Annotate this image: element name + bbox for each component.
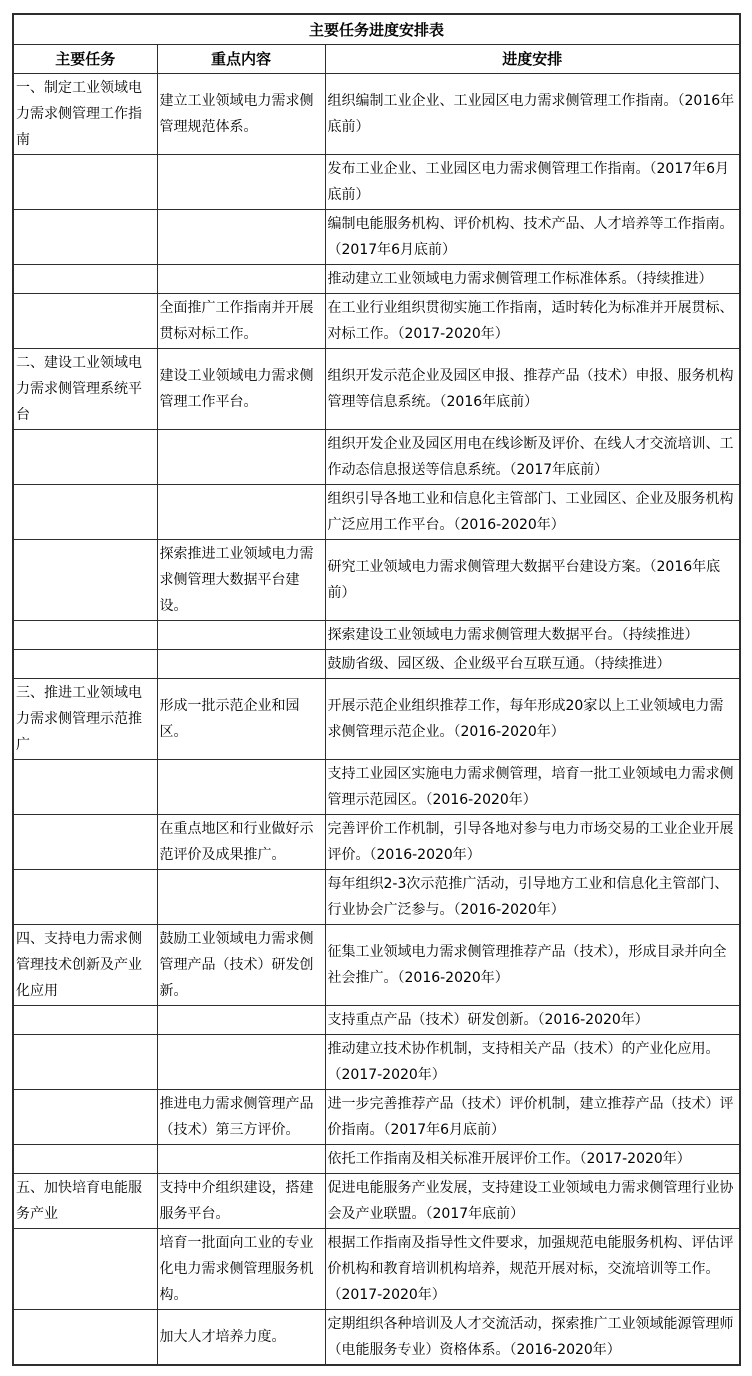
table-row [13,294,740,349]
task-cell [13,760,157,815]
schedule-cell: 组织开发企业及园区用电在线诊断及评价、在线人才交流培训、工作动态信息报送等信息系统。（2017年底前） [325,430,740,485]
task-cell: 二、建设工业领域电力需求侧管理系统平台 [13,349,157,430]
table-row [13,349,740,430]
schedule-cell: 定期组织各种培训及人才交流活动，探索推广工业领域能源管理师（电能服务专业）资格体系。（2016-2020年） [325,1310,740,1366]
content-cell [157,621,325,650]
table-row [13,870,740,925]
table-row [13,540,740,621]
table-row [13,1035,740,1090]
task-cell: 三、推进工业领域电力需求侧管理示范推广 [13,679,157,760]
task-cell [13,155,157,210]
table-row [13,1006,740,1035]
content-cell: 鼓励工业领域电力需求侧管理产品（技术）研发创新。 [157,925,325,1006]
task-cell [13,870,157,925]
task-cell [13,1090,157,1145]
column-header-schedule: 进度安排 [325,45,740,74]
schedule-cell: 根据工作指南及指导性文件要求，加强规范电能服务机构、评估评价机构和教育培训机构培养，规范开展对标，交流培训等工作。（2017-2020年） [325,1229,740,1310]
table-row [13,210,740,265]
content-cell [157,1035,325,1090]
schedule-cell: 依托工作指南及相关标准开展评价工作。（2017-2020年） [325,1145,740,1174]
schedule-cell: 推动建立技术协作机制，支持相关产品（技术）的产业化应用。（2017-2020年） [325,1035,740,1090]
table-row [13,650,740,679]
task-cell [13,540,157,621]
content-cell [157,265,325,294]
table-title-row [13,14,740,45]
schedule-cell: 组织编制工业企业、工业园区电力需求侧管理工作指南。（2016年底前） [325,74,740,155]
schedule-cell: 探索建设工业领域电力需求侧管理大数据平台。（持续推进） [325,621,740,650]
column-header-task: 主要任务 [13,45,157,74]
content-cell [157,1006,325,1035]
schedule-cell: 组织开发示范企业及园区申报、推荐产品（技术）申报、服务机构管理等信息系统。（2016年底前） [325,349,740,430]
task-cell: 五、加快培育电能服务产业 [13,1174,157,1229]
content-cell [157,155,325,210]
task-cell [13,265,157,294]
task-cell [13,815,157,870]
schedule-cell: 推动建立工业领域电力需求侧管理工作标准体系。（持续推进） [325,265,740,294]
task-cell [13,621,157,650]
table-row [13,485,740,540]
content-cell: 全面推广工作指南并开展贯标对标工作。 [157,294,325,349]
table-row [13,1090,740,1145]
table-row [13,679,740,760]
content-cell [157,760,325,815]
content-cell: 形成一批示范企业和园区。 [157,679,325,760]
task-cell [13,1310,157,1366]
content-cell: 支持中介组织建设，搭建服务平台。 [157,1174,325,1229]
task-cell [13,430,157,485]
schedule-cell: 组织引导各地工业和信息化主管部门、工业园区、企业及服务机构广泛应用工作平台。（2016-2020年） [325,485,740,540]
table-row [13,760,740,815]
content-cell [157,210,325,265]
table-row [13,265,740,294]
content-cell: 培育一批面向工业的专业化电力需求侧管理服务机构。 [157,1229,325,1310]
task-schedule-table [12,13,741,1366]
task-cell [13,210,157,265]
schedule-cell: 编制电能服务机构、评价机构、技术产品、人才培养等工作指南。（2017年6月底前） [325,210,740,265]
table-row [13,925,740,1006]
schedule-cell: 开展示范企业组织推荐工作，每年形成20家以上工业领域电力需求侧管理示范企业。（2016-2020年） [325,679,740,760]
task-cell: 四、支持电力需求侧管理技术创新及产业化应用 [13,925,157,1006]
table-row [13,1174,740,1229]
table-row [13,815,740,870]
content-cell: 建立工业领域电力需求侧管理规范体系。 [157,74,325,155]
task-cell [13,1035,157,1090]
content-cell: 在重点地区和行业做好示范评价及成果推广。 [157,815,325,870]
table-header-row [13,45,740,74]
schedule-cell: 支持重点产品（技术）研发创新。（2016-2020年） [325,1006,740,1035]
content-cell: 探索推进工业领域电力需求侧管理大数据平台建设。 [157,540,325,621]
task-cell [13,1229,157,1310]
content-cell [157,1145,325,1174]
task-cell [13,1006,157,1035]
task-cell: 一、制定工业领域电力需求侧管理工作指南 [13,74,157,155]
content-cell [157,485,325,540]
task-cell [13,1145,157,1174]
schedule-cell: 进一步完善推荐产品（技术）评价机制，建立推荐产品（技术）评价指南。（2017年6月底前） [325,1090,740,1145]
content-cell: 加大人才培养力度。 [157,1310,325,1366]
schedule-cell: 鼓励省级、园区级、企业级平台互联互通。（持续推进） [325,650,740,679]
table-row [13,430,740,485]
table-title: 主要任务进度安排表 [13,14,740,45]
content-cell: 推进电力需求侧管理产品（技术）第三方评价。 [157,1090,325,1145]
schedule-cell: 研究工业领域电力需求侧管理大数据平台建设方案。（2016年底前） [325,540,740,621]
table-row [13,621,740,650]
table-row [13,1310,740,1366]
schedule-cell: 促进电能服务产业发展，支持建设工业领域电力需求侧管理行业协会及产业联盟。（2017年底前） [325,1174,740,1229]
content-cell: 建设工业领域电力需求侧管理工作平台。 [157,349,325,430]
table-row [13,1145,740,1174]
task-cell [13,485,157,540]
table-row [13,74,740,155]
schedule-cell: 发布工业企业、工业园区电力需求侧管理工作指南。（2017年6月底前） [325,155,740,210]
content-cell [157,430,325,485]
table-row [13,1229,740,1310]
schedule-cell: 支持工业园区实施电力需求侧管理，培育一批工业领域电力需求侧管理示范园区。（2016-2020年） [325,760,740,815]
task-cell [13,650,157,679]
task-cell [13,294,157,349]
table-row [13,155,740,210]
schedule-cell: 在工业行业组织贯彻实施工作指南，适时转化为标准并开展贯标、对标工作。（2017-2020年） [325,294,740,349]
schedule-cell: 完善评价工作机制，引导各地对参与电力市场交易的工业企业开展评价。（2016-2020年） [325,815,740,870]
schedule-cell: 每年组织2-3次示范推广活动，引导地方工业和信息化主管部门、行业协会广泛参与。（2016-2020年） [325,870,740,925]
content-cell [157,650,325,679]
table-body [13,74,740,1366]
schedule-cell: 征集工业领域电力需求侧管理推荐产品（技术），形成目录并向全社会推广。（2016-2020年） [325,925,740,1006]
column-header-content: 重点内容 [157,45,325,74]
content-cell [157,870,325,925]
